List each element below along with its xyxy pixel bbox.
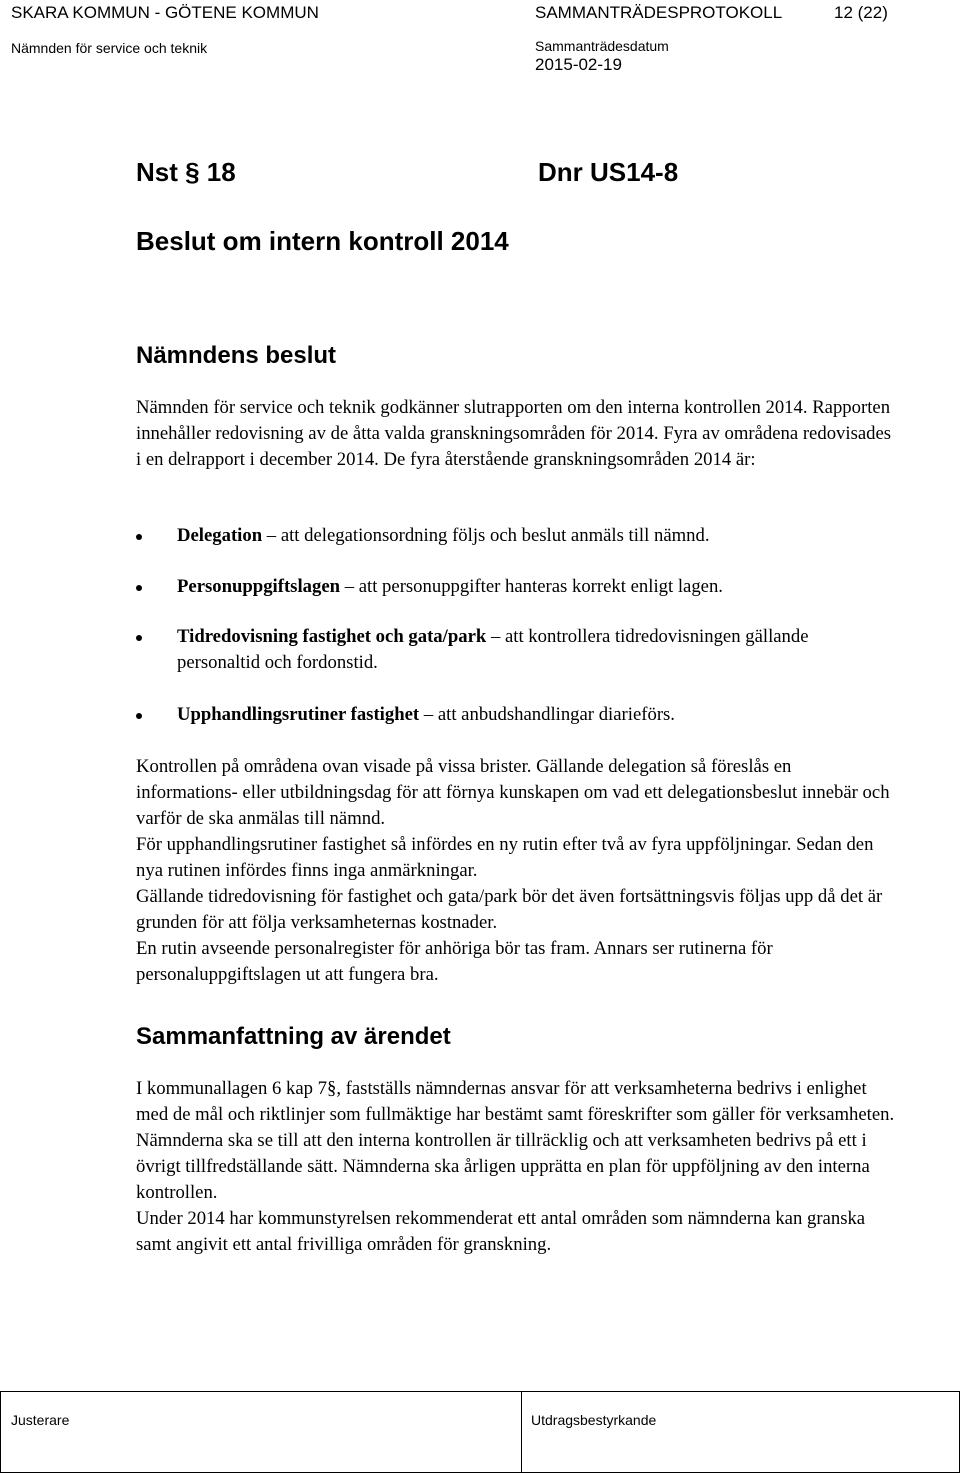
footer-utdrag-label: Utdragsbestyrkande — [531, 1412, 657, 1428]
decision-heading: Nämndens beslut — [136, 342, 337, 369]
bullet-icon — [136, 635, 142, 641]
conclusion-paragraph: Gällande tidredovisning för fastighet och gata/park bör det även fortsättningsvis följas upp då det är grunden för att följa verksamheternas kostnader. — [136, 886, 883, 933]
header-committee: Nämnden för service och teknik — [11, 40, 208, 56]
summary-paragraph: I kommunallagen 6 kap 7§, fastställs nämndernas ansvar för att verksamheterna bedrivs i enlighet med de mål och riktlinjer som fullmäktige har bestämt samt föreskrifter som gäller för verksamheten. Nämnderna ska se till att den interna kontrollen är tillräcklig och att verksamheten bedrivs på ett i övrigt tillfredställande sätt. Nämnderna ska årligen upprätta en plan för uppföljning av den interna kontrollen. — [136, 1078, 895, 1203]
header-date-label: Sammanträdesdatum — [535, 38, 669, 54]
header-doc-type: SAMMANTRÄDESPROTOKOLL — [535, 3, 783, 22]
item-desc: – att personuppgifter hanteras korrekt enligt lagen. — [340, 576, 723, 597]
item-term: Tidredovisning fastighet och gata/park — [177, 626, 487, 647]
footer-justerare-label: Justerare — [11, 1412, 70, 1428]
bullet-icon — [136, 585, 142, 591]
case-dnr: Dnr US14-8 — [538, 157, 679, 187]
item-desc: – att delegationsordning följs och beslut anmäls till nämnd. — [262, 525, 710, 546]
conclusion-paragraph: En rutin avseende personalregister för anhöriga bör tas fram. Annars ser rutinerna för personaluppgiftslagen ut att fungera bra. — [136, 938, 773, 985]
conclusion-paragraph: För upphandlingsrutiner fastighet så infördes en ny rutin efter två av fyra uppföljningar. Sedan den nya rutinen infördes finns inga anmärkningar. — [136, 834, 874, 881]
decision-intro: Nämnden för service och teknik godkänner slutrapporten om den interna kontrollen 2014. Rapporten innehåller redovisning av de åtta valda granskningsområden för 2014. Fyra av områdena redovisades i en delrapport i december 2014. De fyra återstående granskningsområden 2014 är: — [136, 397, 892, 470]
conclusion-paragraph: Kontrollen på områdena ovan visade på vissa brister. Gällande delegation så föreslås en informations- eller utbildningsdag för att förnya kunskapen om vad ett delegationsbeslut innebär och varför de ska anmälas till nämnd. — [136, 756, 890, 829]
item-desc: – att kontrollera tidredovisningen gällande personaltid och fordonstid. — [177, 626, 809, 673]
item-term: Delegation — [177, 525, 263, 546]
bullet-icon — [136, 534, 142, 540]
item-term: Personuppgiftslagen — [177, 576, 341, 597]
item-term: Upphandlingsrutiner fastighet — [177, 704, 420, 725]
signature-divider — [521, 1392, 522, 1472]
case-title: Beslut om intern kontroll 2014 — [136, 226, 509, 256]
summary-paragraph: Under 2014 har kommunstyrelsen rekommenderat ett antal områden som nämnderna kan granska samt angivit ett antal frivilliga områden för granskning. — [136, 1208, 866, 1255]
header-org: SKARA KOMMUN - GÖTENE KOMMUN — [11, 3, 319, 22]
summary-heading: Sammanfattning av ärendet — [136, 1023, 451, 1050]
decision-conclusion — [136, 754, 896, 988]
case-number: Nst § 18 — [136, 157, 236, 187]
bullet-icon — [136, 713, 142, 719]
header-page-number: 12 (22) — [834, 3, 888, 22]
summary-body — [136, 1076, 896, 1258]
header-date: 2015-02-19 — [535, 55, 622, 74]
item-desc: – att anbudshandlingar diarieförs. — [419, 704, 675, 725]
signature-box — [0, 1391, 960, 1473]
